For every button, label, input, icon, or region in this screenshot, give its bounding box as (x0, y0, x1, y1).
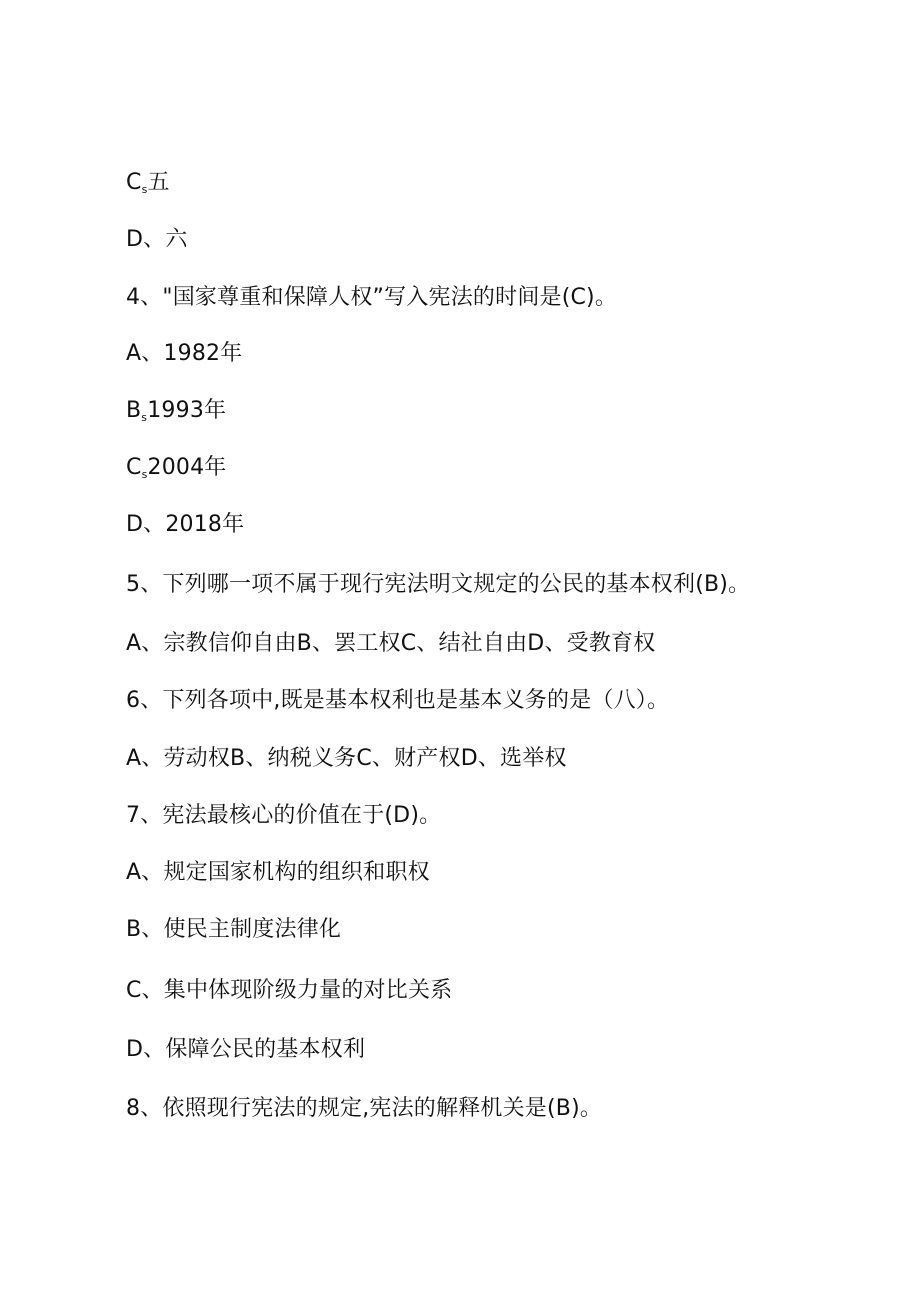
option-letter: C (126, 455, 142, 480)
question-6: 6、下列各项中,既是基本权利也是基本义务的是（八）。 (126, 688, 670, 713)
option-d-six: D、六 (126, 227, 188, 252)
question-5: 5、下列哪一项不属于现行宪法明文规定的公民的基本权利(B)。 (126, 572, 751, 597)
option-subscript: s (141, 411, 148, 424)
q4-option-c (126, 453, 227, 490)
q6-options: A、劳动权B、纳税义务C、财产权D、选举权 (126, 746, 567, 771)
option-letter: C (126, 170, 142, 195)
option-letter: B (126, 398, 142, 423)
q7-option-b: B、使民主制度法律化 (126, 917, 342, 942)
option-text: 1993年 (147, 398, 227, 423)
q4-option-b (126, 396, 226, 433)
question-4: 4、"国家尊重和保障人权”写入宪法的时间是(C)。 (126, 285, 618, 310)
question-8: 8、依照现行宪法的规定,宪法的解释机关是(B)。 (126, 1096, 603, 1121)
option-c-five (126, 168, 170, 205)
q7-option-d: D、保障公民的基本权利 (126, 1037, 366, 1062)
q4-option-d: D、2018年 (126, 512, 245, 537)
option-text: 五 (147, 170, 170, 195)
q7-option-a: A、规定国家机构的组织和职权 (126, 860, 430, 885)
q5-options: A、宗教信仰自由B、罢工权C、结社自由D、受教育权 (126, 631, 656, 656)
question-7: 7、宪法最核心的价值在于(D)。 (126, 803, 442, 828)
q4-option-a: A、1982年 (126, 341, 243, 366)
q7-option-c: C、集中体现阶级力量的对比关系 (126, 978, 453, 1003)
option-subscript: s (141, 183, 148, 196)
option-text: 2004年 (147, 455, 227, 480)
option-subscript: s (141, 468, 148, 481)
